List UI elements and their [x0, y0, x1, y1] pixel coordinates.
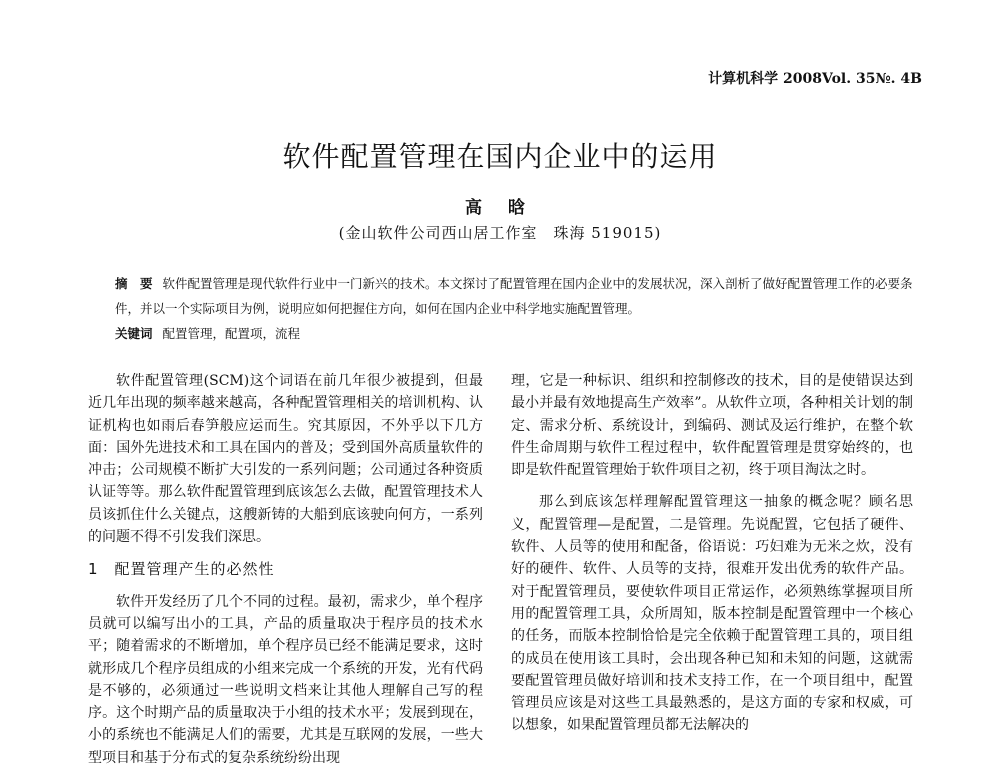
- keywords-label: 关键词: [115, 326, 153, 341]
- right-column: [511, 370, 913, 737]
- keywords-paragraph: [115, 321, 915, 346]
- section-title: 配置管理产生的必然性: [114, 560, 275, 579]
- section-paragraph: 软件开发经历了几个不同的过程。最初，需求少，单个程序员就可以编写出小的工具，产品的质量取决于程序员的技术水平；随着需求的不断增加，单个程序员已经不能满足要求，这时就形成几个程序员组成的小组来完成一个系统的开发，光有代码是不够的，必须通过一些说明文档来让其他人理解自己写的程序。这个时期产品的质量取决于小组的技术水平；发展到现在，小的系统也不能满足人们的需要，尤其是互联网的发展，一些大型项目和基于分布式的复杂系统纷纷出现: [88, 593, 483, 766]
- intro-paragraph: 软件配置管理(SCM)这个词语在前几年很少被提到，但最近几年出现的频率越来越高，各种配置管理相关的培训机构、认证机构也如雨后春笋般应运而生。究其原因，不外乎以下几方面：国外先进技术和工具在国内的普及；受到国外高质量软件的冲击；公司规模不断扩大引发的一系列问题；公司通过各种资质认证等等。那么软件配置管理到底该怎么去做，配置管理技术人员该抓住什么关键点，这艘新铸的大船到底该驶向何方，一系列的问题不得不引发我们深思。: [88, 373, 483, 546]
- abstract-block: [115, 271, 915, 346]
- author-affiliation: (金山软件公司西山居工作室 珠海 519015): [338, 224, 662, 242]
- abstract-label: 摘 要: [115, 276, 153, 291]
- left-column: [88, 370, 483, 769]
- journal-header: 计算机科学 2008Vol. 35№. 4B: [708, 71, 922, 87]
- abstract-text: 软件配置管理是现代软件行业中一门新兴的技术。本文探讨了配置管理在国内企业中的发展状况，深入剖析了做好配置管理工作的必要条件，并以一个实际项目为例，说明应如何把握住方向，如何在国内企业中科学地实施配置管理。: [115, 276, 913, 316]
- keywords-text: 配置管理，配置项，流程: [162, 326, 301, 341]
- section-number: 1: [88, 560, 99, 579]
- section-heading: [88, 558, 483, 580]
- config-concept-paragraph: 那么到底该怎样理解配置管理这一抽象的概念呢？顾名思义，配置管理—是配置，二是管理。先说配置，它包括了硬件、软件、人员等的使用和配备，俗语说：巧妇难为无米之炊，没有好的硬件、软件、人员等的支持，很难开发出优秀的软件产品。对于配置管理员，要使软件项目正常运作，必须熟练掌握项目所用的配置管理工具，众所周知，版本控制是配置管理中一个核心的任务，而版本控制恰恰是完全依赖于配置管理工具的，项目组的成员在使用该工具时，会出现各种已知和未知的问题，这就需要配置管理员做好培训和技术支持工作，在一个项目组中，配置管理员应该是对这些工具最熟悉的，是这方面的专家和权威，可以想象，如果配置管理员都无法解决的: [511, 494, 913, 734]
- paper-title: 软件配置管理在国内企业中的运用: [282, 140, 718, 173]
- abstract-paragraph: [115, 271, 915, 321]
- continued-paragraph: 理，它是一种标识、组织和控制修改的技术，目的是使错误达到最小并最有效地提高生产效率”。从软件立项，各种相关计划的制定、需求分析、系统设计，到编码、测试及运行维护，在整个软件生命周期与软件工程过程中，软件配置管理是贯穿始终的，也即是软件配置管理始于软件项目之初，终于项目淘汰之时。: [511, 373, 913, 479]
- author-name: 高 晗: [465, 198, 535, 218]
